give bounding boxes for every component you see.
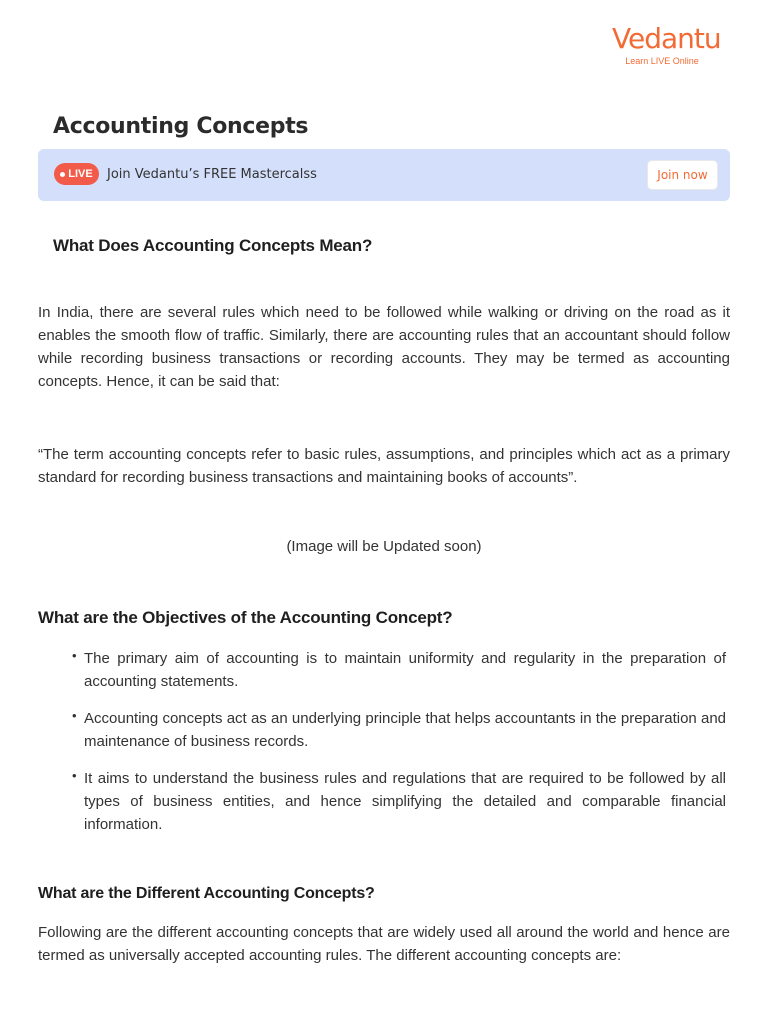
banner-text: Join Vedantu’s FREE Mastercalss [107,167,317,182]
live-badge [54,163,99,185]
definition-quote: “The term accounting concepts refer to basic rules, assumptions, and principles which act as a primary standard for recording business transactions and maintaining books of accounts”. [38,446,730,486]
vedantu-logo[interactable] [612,22,721,66]
logo-name: Vedantu [612,22,721,55]
image-placeholder-note: (Image will be Updated soon) [286,538,482,555]
objectives-list [72,647,726,850]
list-item: • The primary aim of accounting is to maintain uniformity and regularity in the preparation of accounting statements. [72,647,726,693]
section-heading-objectives: What are the Objectives of the Accounting Concept? [38,608,453,627]
list-item: • It aims to understand the business rules and regulations that are required to be followed by all types of business entities, and hence simplifying the detailed and comparable financial information. [72,767,726,836]
page-title: Accounting Concepts [53,114,309,139]
join-now-button[interactable]: Join now [648,161,717,189]
section-heading-different-concepts: What are the Different Accounting Concepts? [38,885,375,902]
live-badge-label: LIVE [68,168,93,180]
intro-paragraph: In India, there are several rules which need to be followed while walking or driving on the road as it enables the smooth flow of traffic. Similarly, there are accounting rules that an accountant should follow while recording business transactions or recording accounts. They may be termed as accounting concepts. Hence, it can be said that: [38,304,730,390]
concepts-intro-paragraph: Following are the different accounting concepts that are widely used all around the world and hence are termed as universally accepted accounting rules. The different accounting concepts are: [38,924,730,964]
section-heading-meaning: What Does Accounting Concepts Mean? [53,236,373,255]
live-dot-icon [60,172,65,177]
logo-tagline: Learn LIVE Online [625,56,699,66]
masterclass-banner [38,149,730,201]
list-item: • Accounting concepts act as an underlying principle that helps accountants in the preparation and maintenance of business records. [72,707,726,753]
